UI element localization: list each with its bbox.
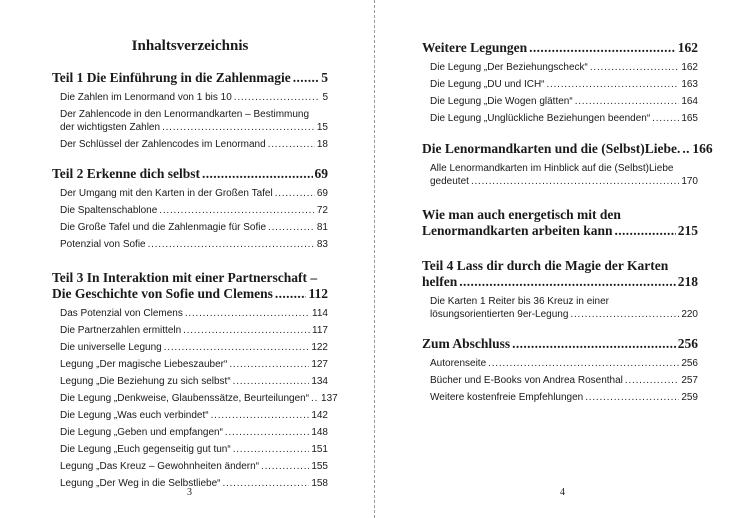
toc-entry[interactable]: Das Potenzial von Clemens . . . 114 (60, 307, 328, 320)
toc-entry[interactable]: Die Partnerzahlen ermitteln . . . 117 (60, 324, 328, 337)
toc-section-heading[interactable]: Teil 2 Erkenne dich selbst . . . 69 (52, 166, 328, 182)
toc-entry[interactable]: Potenzial von Sofie . . . 83 (60, 238, 328, 251)
toc-entry[interactable]: Alle Lenormandkarten im Hinblick auf die (Selbst)Liebe gedeutet . . . 170 (430, 162, 698, 188)
toc-entry[interactable]: Der Schlüssel der Zahlencodes im Lenormand . . . 18 (60, 138, 328, 151)
toc-entry[interactable]: Legung „Der Weg in die Selbstliebe“ . . . 158 (60, 477, 328, 490)
toc-section-heading[interactable]: Die Lenormandkarten und die (Selbst)Liebe. . . . 166 (422, 141, 698, 157)
toc-entry[interactable]: Die Legung „Der Beziehungscheck“ . . . 162 (430, 61, 698, 74)
toc-section-heading[interactable]: Weitere Legungen . . . 162 (422, 40, 698, 56)
right-page (376, 0, 750, 518)
toc-selflove (422, 141, 713, 192)
toc-entry[interactable]: Die Karten 1 Reiter bis 36 Kreuz in einer lösungsorientierten 9er-Legung . . . 220 (430, 295, 698, 321)
toc-entry[interactable]: Die Spaltenschablone . . . 72 (60, 204, 328, 217)
toc-section-heading[interactable]: Teil 3 In Interaktion mit einer Partnerschaft – Die Geschichte von Sofie und Clemens . . . 112 (52, 270, 328, 302)
toc-entry[interactable]: Der Zahlencode in den Lenormandkarten – Bestimmung der wichtigsten Zahlen . . . 15 (60, 108, 328, 134)
toc-entry[interactable]: Die Legung „Euch gegenseitig gut tun“ . . . 151 (60, 443, 328, 456)
toc-entry[interactable]: Die Große Tafel und die Zahlenmagie für Sofie . . . 81 (60, 221, 328, 234)
toc-entry[interactable]: Legung „Das Kreuz – Gewohnheiten ändern“ . . . 155 (60, 460, 328, 473)
toc-entry[interactable]: Die Zahlen im Lenormand von 1 bis 10 . . . 5 (60, 91, 328, 104)
toc-entry[interactable]: Die Legung „Unglückliche Beziehungen beenden“ . . . 165 (430, 112, 698, 125)
toc-entry[interactable]: Die universelle Legung . . . 122 (60, 341, 328, 354)
toc-entry[interactable]: Die Legung „Was euch verbindet“ . . . 142 (60, 409, 328, 422)
toc-entry[interactable]: Autorenseite . . . 256 (430, 357, 698, 370)
toc-energetic (422, 207, 698, 244)
toc-part-3 (52, 270, 338, 494)
toc-section-heading[interactable]: Wie man auch energetisch mit den Lenormandkarten arbeiten kann . . . 215 (422, 207, 698, 239)
toc-section-heading[interactable]: Teil 4 Lass dir durch die Magie der Karten helfen . . . 218 (422, 258, 698, 290)
toc-entry[interactable]: Die Legung „Denkweise, Glaubenssätze, Beurteilungen“ . . . 137 (60, 392, 328, 405)
left-page (0, 0, 374, 518)
toc-part-4 (422, 258, 698, 325)
page-number: 3 (187, 487, 192, 498)
toc-conclusion (422, 336, 698, 408)
toc-section-heading[interactable]: Zum Abschluss . . . 256 (422, 336, 698, 352)
toc-entry[interactable]: Weitere kostenfreie Empfehlungen . . . 259 (430, 391, 698, 404)
toc-further-spreads (422, 40, 698, 129)
toc-entry[interactable]: Bücher und E-Books von Andrea Rosenthal . . . 257 (430, 374, 698, 387)
toc-part-2 (52, 166, 328, 255)
page-title: Inhaltsverzeichnis (131, 38, 249, 54)
toc-section-heading[interactable]: Teil 1 Die Einführung in die Zahlenmagie . . . 5 (52, 70, 328, 86)
toc-part-1 (52, 70, 328, 155)
toc-entry[interactable]: Der Umgang mit den Karten in der Großen Tafel . . . 69 (60, 187, 328, 200)
page-divider (374, 0, 375, 518)
page-number: 4 (560, 487, 565, 498)
toc-entry[interactable]: Die Legung „Geben und empfangen“ . . . 148 (60, 426, 328, 439)
toc-entry[interactable]: Die Legung „DU und ICH“ . . . 163 (430, 78, 698, 91)
toc-entry[interactable]: Die Legung „Die Wogen glätten“ . . . 164 (430, 95, 698, 108)
toc-entry[interactable]: Legung „Der magische Liebeszauber“ . . . 127 (60, 358, 328, 371)
toc-entry[interactable]: Legung „Die Beziehung zu sich selbst“ . . . 134 (60, 375, 328, 388)
